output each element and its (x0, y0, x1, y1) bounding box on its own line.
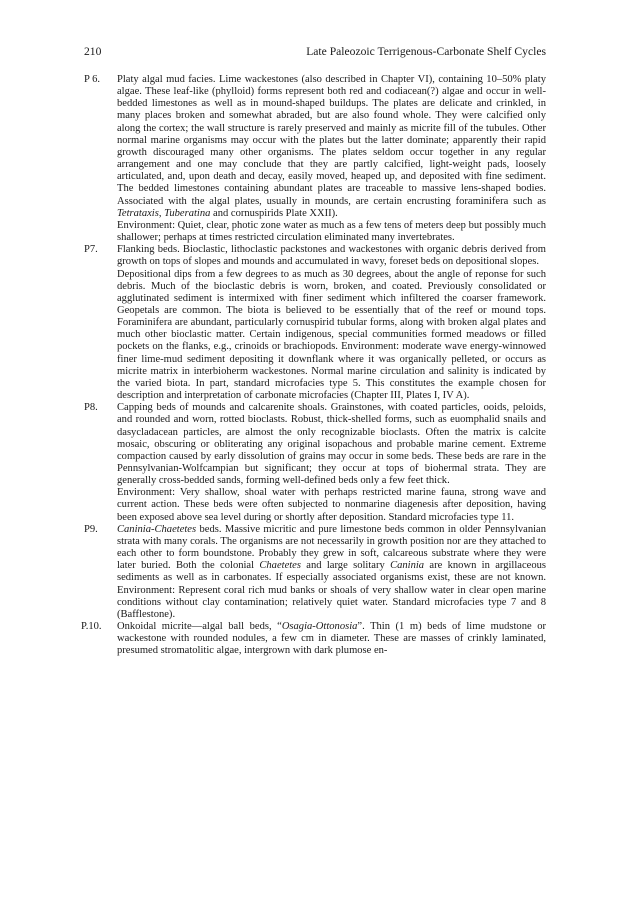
text-run: Platy algal mud facies. Lime wackestones (also described in Chapter VI), containing 10–50% platy algae. These leaf-like (phylloid) forms represent both red and codiacean(?) algae and occur in well-bedded limestones as well as in mound-shaped buildups. The plates are delicate and crinkled, in many places broken and somewhat abraded, but are also found whole. They were calcified only along the cortex; the wall structure is rarely preserved and mainly as micrite fill of the tubules. Other normal marine organisms may occur with the plates but the latter dominate; apparently their rapid growth discouraged many other organisms. The plates seldom occur together in any regular arrangement and one may conclude that they are partly calcified, light-weight pads, loosely articulated, and, upon death and decay, easily moved, heaped up, and deposited with fine sediment. The bedded limestones containing abundant plates are traceable to massive lens-shaped bodies. Associated with the algal plates, usually in mounds, are certain encrusting foraminifera such as (117, 74, 546, 207)
italic-taxon: Chaetetes (259, 560, 301, 572)
entry-paragraph (117, 269, 546, 403)
italic-taxon: Tuberatina (164, 207, 211, 219)
entry-paragraph (117, 220, 546, 244)
entry-paragraph (117, 244, 546, 268)
text-run: beds. Massive micritic and pure limestone beds common in older Pennsylvanian strata with many corals. The organisms are not necessarily in growth position nor are they attached to each other to form boundstone. Probably they grew in soft, calcareous substrate where they were later buried. Both the colonial (117, 523, 546, 572)
text-run: and cornuspirids Plate XXII). (210, 207, 338, 219)
book-page (81, 45, 546, 658)
entry-paragraph (117, 487, 546, 523)
text-run: , (158, 207, 165, 219)
entry-paragraph (117, 402, 546, 487)
text-run: ”. Thin (1 m) beds of lime mudstone or wackestone with rounded nodules, a few cm in diameter. These are masses of crinkly laminated, presumed stromatolitic algae, intergrown with dark plumose en- (117, 621, 546, 657)
facies-entry (84, 402, 546, 524)
running-head (84, 45, 546, 59)
text-run: Environment: Very shallow, shoal water with perhaps restricted marine fauna, strong wave and current action. These beds were often subjected to nonmarine diagenesis after deposition, having been exposed above sea level during or shortly after deposition. Standard microfacies type 11. (117, 487, 546, 523)
italic-taxon: Caninia (390, 560, 425, 572)
text-run: and large solitary (300, 560, 391, 572)
entry-label: P9. (84, 523, 98, 535)
entry-label: P.10. (81, 621, 102, 633)
facies-entry (84, 74, 546, 244)
text-run: Capping beds of mounds and calcarenite shoals. Grainstones, with coated particles, ooids, peloids, and rounded and worn, rotted bioclasts. Robust, thick-shelled forms, such as euomphalid snails and dasycladacean particles, are almost the only recognizable bioclasts. Often the matrix is calcite mosaic, obscuring or obliterating any original isopachous and probable marine cement. Extreme compaction caused by early dissolution of grains may occur in some beds. These beds are rare in the Pennsylvanian-Wolfcampian but significant; they occur at tops of biohermal strata. They are generally cross-bedded sands, forming well-defined beds only a few feet thick. (117, 402, 546, 487)
italic-taxon: Tetrataxis (117, 207, 159, 219)
page-number: 210 (84, 45, 102, 58)
italic-taxon: Osagia-Ottonosia (281, 621, 358, 633)
entry-label: P 6. (84, 74, 101, 85)
entry-paragraph (117, 524, 546, 621)
text-run: Onkoidal micrite—algal ball beds, “ (117, 621, 282, 633)
text-run: Depositional dips from a few degrees to as much as 30 degrees, about the angle of reponse for such debris. Much of the bioclastic debris is worn, broken, and coated. Previously consolidated or agglutinated sediment is intermixed with finer sediment which infiltered the coarser framework. Geopetals are common. The biota is believed to be essentially that of the reef or mound tops. Foraminifera are abundant, particularly cornuspirid tubular forms, along with broken algal plates and much other bioclastic matter. Certain indigenous, special communities formed meadows or filled pockets on the flanks, e.g., crinoids or brachiopods. Environment: moderate wave energy-winnowed finer lime-mud sediment depositing it downflank where it was organically pelleted, or occurs as micrite matrix in interbioherm wackestones. Normal marine circulation and salinity is indicated by the varied biota. In part, standard microfacies type 5. This constitutes the example chosen for description and interpretation of carbonate microfacies (Chapter III, Plates I, IV A). (117, 268, 546, 402)
facies-entry (84, 524, 546, 621)
running-title: Late Paleozoic Terrigenous-Carbonate Shelf Cycles (306, 45, 546, 58)
italic-taxon: Caninia-Chaetetes (117, 523, 197, 535)
facies-entry (81, 621, 546, 657)
facies-entries (81, 74, 546, 658)
entry-label: P7. (84, 244, 98, 256)
entry-label: P8. (84, 402, 98, 414)
entry-paragraph (117, 621, 546, 657)
text-run: Environment: Quiet, clear, photic zone water as much as a few tens of meters deep but possibly much shallower; perhaps at times restricted circulation eliminated many invertebrates. (117, 219, 546, 244)
text-run: are known in argillaceous sediments as well as in carbonates. If especially associated organisms exist, these are not known. Environment: Represent coral rich mud banks or shoals of very shallow water in clear open marine conditions without clay contamination; relatively quiet water. Standard microfacies type 7 and 8 (Bafflestone). (117, 560, 546, 620)
entry-paragraph (117, 74, 546, 220)
facies-entry (84, 244, 546, 402)
text-run: Flanking beds. Bioclastic, lithoclastic packstones and wackestones with organic debris derived from growth on tops of slopes and mounds and accumulated in wavy, foreset beds on depositional slopes. (117, 244, 546, 268)
